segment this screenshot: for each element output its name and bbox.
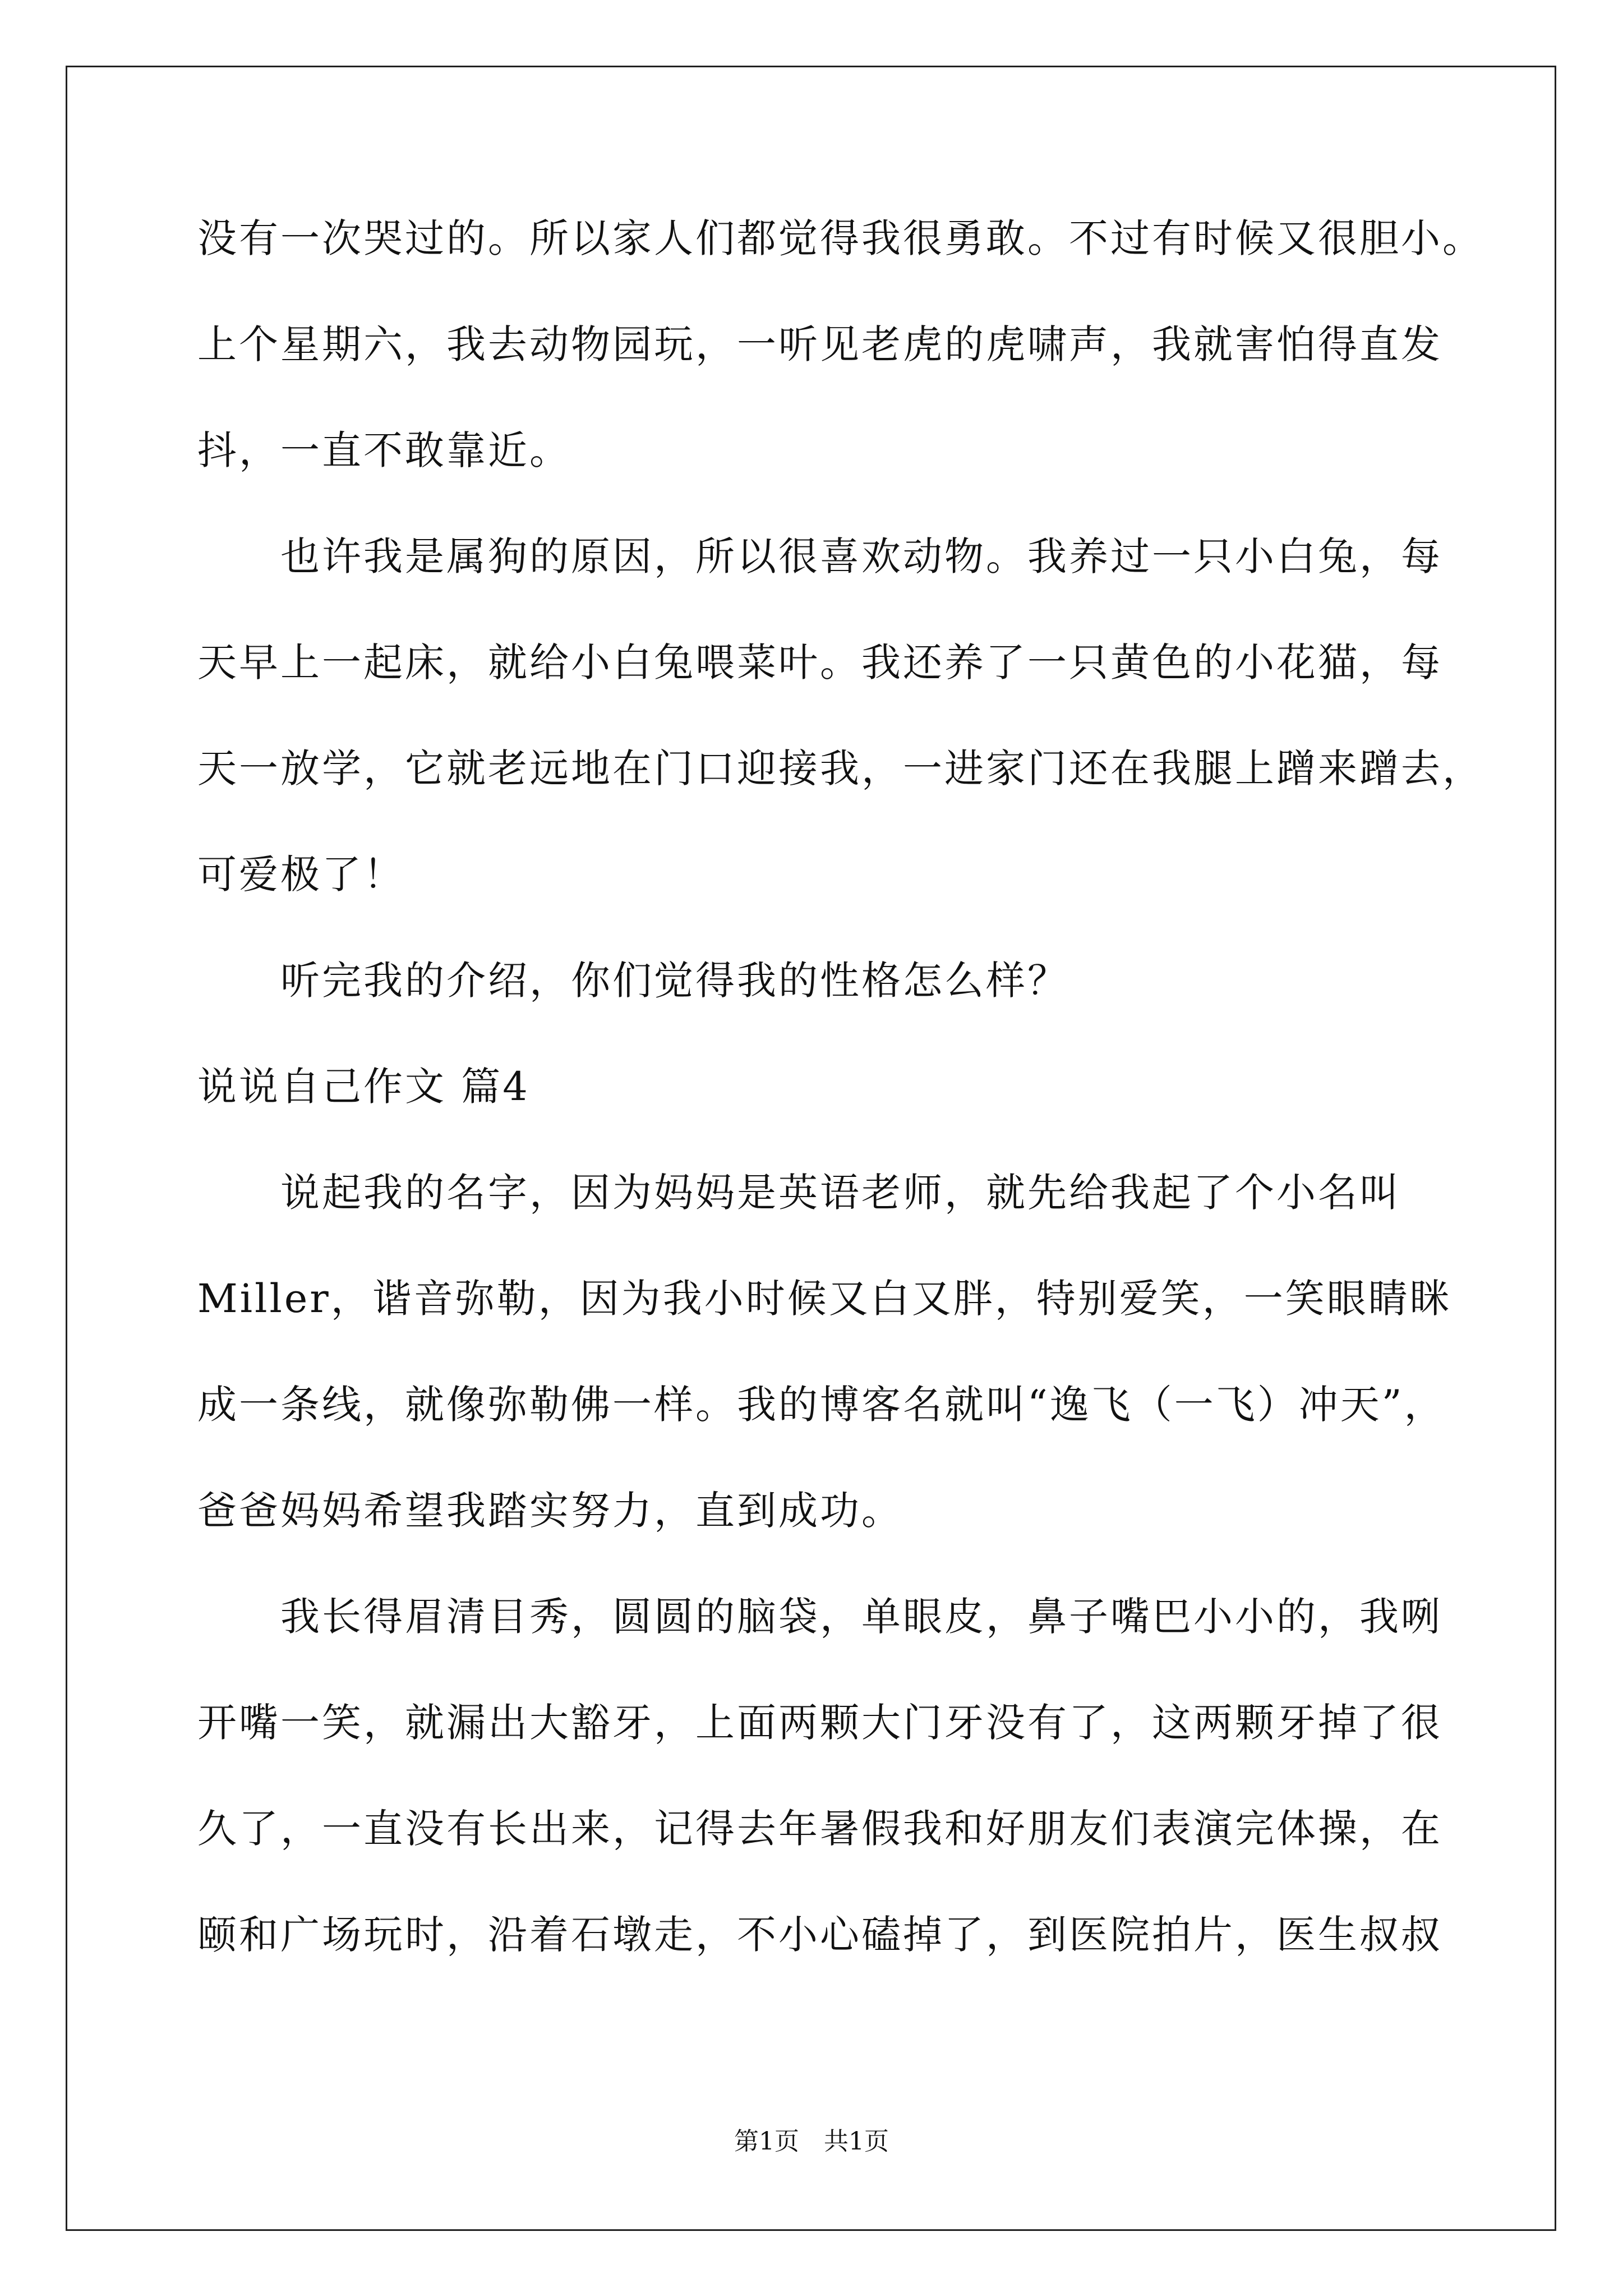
text-line-6: 天一放学，它就老远地在门口迎接我，一进家门还在我腿上蹭来蹭去， xyxy=(197,746,1484,792)
page-footer: 第1页 共1页 xyxy=(734,2127,889,2156)
page-border xyxy=(66,66,1556,2231)
text-line-16: 久了，一直没有长出来，记得去年暑假我和好朋友们表演完体操，在 xyxy=(197,1806,1442,1852)
text-line-10: 说起我的名字，因为妈妈是英语老师，就先给我起了个小名叫 xyxy=(280,1170,1401,1216)
text-line-2: 上个星期六，我去动物园玩，一听见老虎的虎啸声，我就害怕得直发 xyxy=(197,321,1442,367)
text-line-14: 我长得眉清目秀，圆圆的脑袋，单眼皮，鼻子嘴巴小小的，我咧 xyxy=(280,1594,1442,1640)
text-line-5: 天早上一起床，就给小白兔喂菜叶。我还养了一只黄色的小花猫，每 xyxy=(197,639,1442,685)
section-heading: 说说自己作文 篇4 xyxy=(197,1064,530,1110)
text-line-12: 成一条线，就像弥勒佛一样。我的博客名就叫“逸飞（一飞）冲天”， xyxy=(197,1382,1446,1428)
text-line-3: 抖，一直不敢靠近。 xyxy=(197,427,571,473)
text-line-8: 听完我的介绍，你们觉得我的性格怎么样？ xyxy=(280,958,1069,1004)
text-line-7: 可爱极了！ xyxy=(197,852,405,898)
text-line-11: Miller，谐音弥勒，因为我小时候又白又胖，特别爱笑，一笑眼睛眯 xyxy=(197,1276,1451,1322)
text-line-13: 爸爸妈妈希望我踏实努力，直到成功。 xyxy=(197,1488,903,1534)
text-line-4: 也许我是属狗的原因，所以很喜欢动物。我养过一只小白兔，每 xyxy=(280,533,1442,579)
text-line-1: 没有一次哭过的。所以家人们都觉得我很勇敢。不过有时候又很胆小。 xyxy=(197,215,1484,261)
text-line-17: 颐和广场玩时，沿着石墩走，不小心磕掉了，到医院拍片，医生叔叔 xyxy=(197,1912,1442,1958)
text-line-15: 开嘴一笑，就漏出大豁牙，上面两颗大门牙没有了，这两颗牙掉了很 xyxy=(197,1700,1442,1746)
